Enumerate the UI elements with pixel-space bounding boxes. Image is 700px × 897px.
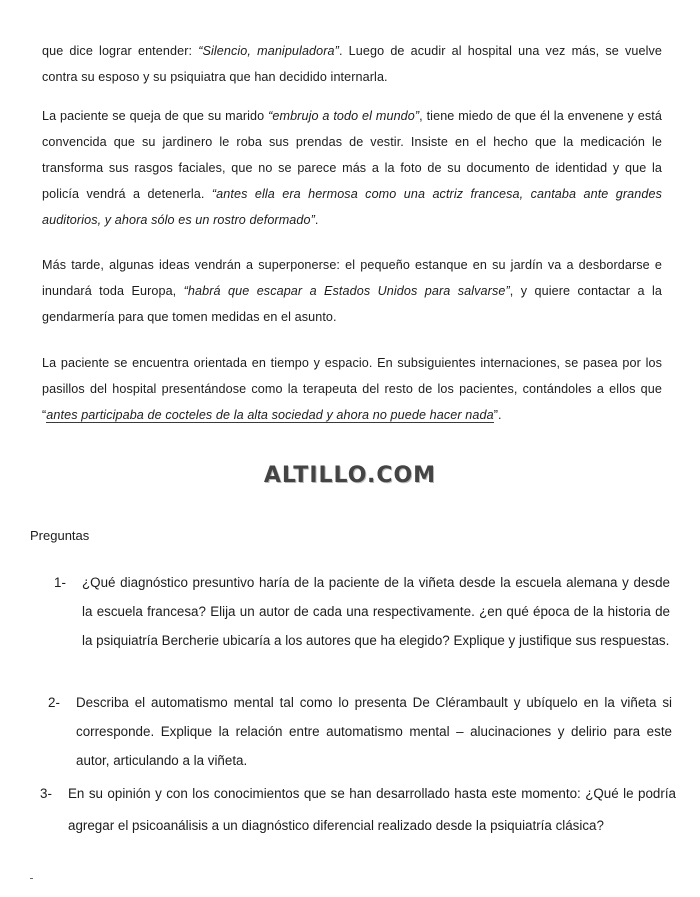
paragraph-2-text-a: La paciente se queja de que su marido xyxy=(42,109,269,123)
question-2-text: Describa el automatismo mental tal como lo presenta De Clérambault y ubíquelo en la viñeta si corresponde. Explique la relación entre automatismo mental – alucinaciones y delirio para este autor, articulando a la viñeta. xyxy=(76,695,672,768)
paragraph-4-quote: antes participaba de cocteles de la alta sociedad y ahora no puede hacer nada xyxy=(46,408,494,422)
question-3-text: En su opinión y con los conocimientos que se han desarrollado hasta este momento: ¿Qué le podría agregar el psicoanálisis a un diagnóstico diferencial realizado desde la psiquiatría clásica? xyxy=(68,786,676,833)
paragraph-2-quote-1: “embrujo a todo el mundo” xyxy=(268,109,420,123)
paragraph-2-quote-2: “antes ella era hermosa como una actriz francesa, cantaba ante grandes auditorios, y ahora sólo es un rostro deformado” xyxy=(42,187,662,227)
paragraph-1-quote: “Silencio, manipuladora” xyxy=(198,44,339,58)
scan-mark xyxy=(30,878,33,879)
question-1-text: ¿Qué diagnóstico presuntivo haría de la paciente de la viñeta desde la escuela alemana y desde la escuela francesa? Elija un autor de cada una respectivamente. ¿en qué época de la historia de la psiquiatría Bercherie ubicaría a los autores que ha elegido? Explique y justifique sus respuestas. xyxy=(82,575,670,648)
paragraph-2 xyxy=(42,103,662,233)
questions-heading: Preguntas xyxy=(30,528,90,543)
paragraph-1 xyxy=(42,38,662,90)
paragraph-3-quote: “habrá que escapar a Estados Unidos para salvarse” xyxy=(183,284,510,298)
paragraph-1-text-c: . Luego de acudir al hospital una vez más, se vuelve contra su esposo y su psiquiatra que han decidido internarla. xyxy=(42,44,663,84)
paragraph-4 xyxy=(42,350,662,428)
question-2-number: 2- xyxy=(48,695,60,710)
question-2 xyxy=(48,688,672,775)
question-1 xyxy=(54,568,670,655)
paragraph-3-text-a: Más tarde, algunas ideas vendrán a superponerse: el pequeño estanque en su jardín va a desbordarse e inundará toda Europa, xyxy=(42,258,662,298)
question-3 xyxy=(40,778,676,842)
paragraph-2-text-e: . xyxy=(314,213,319,227)
question-1-number: 1- xyxy=(54,575,66,590)
paragraph-2-text-c: , tiene miedo de que él la envenene y está convencida que su jardinero le roba sus prendas de vestir. Insiste en el hecho que la medicación le transforma sus rasgos faciales, que no se parece más a la foto de su documento de identidad y que la policía vendrá a detenerla. xyxy=(42,109,662,201)
paragraph-4-text-a: La paciente se encuentra orientada en tiempo y espacio. En subsiguientes internaciones, se pasea por los pasillos del hospital presentándose como la terapeuta del resto de los pacientes, contándoles a ellos que “ xyxy=(42,356,662,422)
watermark: ALTILLO.COM xyxy=(263,463,437,488)
question-3-number: 3- xyxy=(40,786,52,801)
paragraph-3-text-c: , y quiere contactar a la gendarmería para que tomen medidas en el asunto. xyxy=(42,284,662,324)
paragraph-1-text-a: que dice lograr entender: xyxy=(42,44,199,58)
paragraph-4-text-c: ”. xyxy=(493,408,502,422)
paragraph-3 xyxy=(42,252,662,330)
